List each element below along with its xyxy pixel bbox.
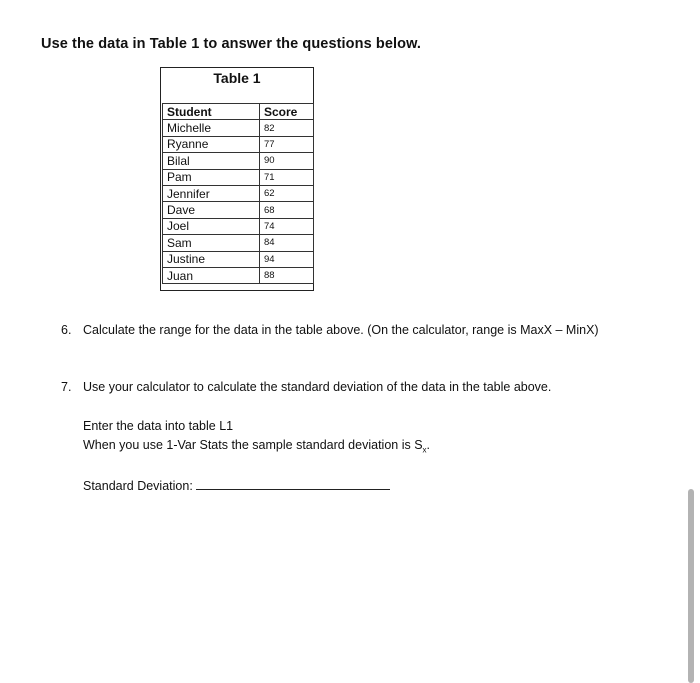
q7-line2-suffix: . [426,438,431,452]
student-name: Bilal [163,153,260,169]
student-score: 94 [260,251,314,267]
student-score: 90 [260,153,314,169]
question-number: 7. [61,380,72,394]
student-name: Juan [163,267,260,283]
student-score: 68 [260,202,314,218]
table-row [163,251,314,267]
student-score: 74 [260,218,314,234]
student-name: Joel [163,218,260,234]
scores-table [162,103,314,284]
student-score: 82 [260,120,314,136]
header-student: Student [163,104,260,120]
question-text: Calculate the range for the data in the table above. (On the calculator, range is MaxX – MinX) [83,323,599,337]
table-row [163,153,314,169]
student-name: Michelle [163,120,260,136]
table-1 [160,67,314,291]
vertical-scrollbar[interactable] [688,489,694,683]
header-score: Score [260,104,314,120]
q7-line2-subscript: x [422,445,427,455]
table-row [163,136,314,152]
table-row [163,185,314,201]
student-score: 62 [260,185,314,201]
student-name: Ryanne [163,136,260,152]
student-score: 88 [260,267,314,283]
table-row [163,235,314,251]
table-row [163,218,314,234]
table-row [163,267,314,283]
student-score: 77 [260,136,314,152]
answer-label: Standard Deviation: [83,479,193,493]
table-header-row [163,104,314,120]
student-score: 84 [260,235,314,251]
question-text: Use your calculator to calculate the standard deviation of the data in the table above. [83,380,552,394]
student-name: Jennifer [163,185,260,201]
student-name: Justine [163,251,260,267]
table-row [163,169,314,185]
table-title: Table 1 [213,70,261,86]
instruction-heading: Use the data in Table 1 to answer the questions below. [41,36,422,52]
q7-instruction-line2 [83,438,430,455]
q7-instruction-line1: Enter the data into table L1 [83,419,234,433]
table-row [163,202,314,218]
student-name: Pam [163,169,260,185]
answer-blank[interactable] [196,477,390,490]
student-score: 71 [260,169,314,185]
question-number: 6. [61,323,72,337]
student-name: Dave [163,202,260,218]
student-name: Sam [163,235,260,251]
q7-line2-text: When you use 1-Var Stats the sample standard deviation is S [83,438,423,452]
table-row [163,120,314,136]
standard-deviation-answer [83,477,390,493]
